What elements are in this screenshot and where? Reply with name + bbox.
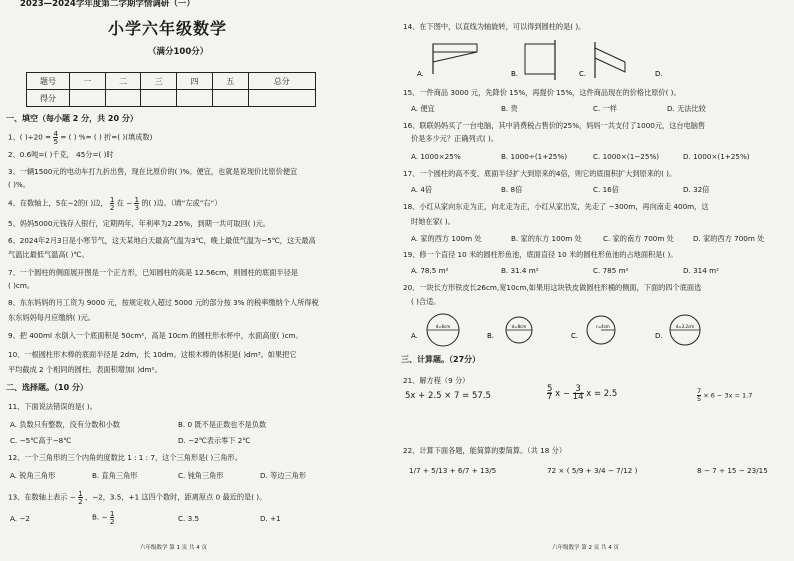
q16-option-c[interactable]: C. 1000×(1−25%) bbox=[593, 152, 660, 161]
q15-option-d[interactable]: D. 无法比较 bbox=[667, 104, 706, 113]
score-table-score-row bbox=[27, 90, 316, 107]
q15-option-b[interactable]: B. 贵 bbox=[501, 104, 518, 113]
q14-shape-a2 bbox=[433, 52, 477, 62]
score-cell-empty[interactable] bbox=[70, 90, 106, 107]
q1-text-b: = ( ) %= ( ) 折=( )(填成数) bbox=[60, 132, 153, 142]
question-6-line-1: 6、2024年2月3日是小寒节气，这天某地白天最高气温为3℃，晚上最低气温为−5℃，这天最高 bbox=[8, 236, 316, 245]
question-11: 11、下面说法错误的是( )。 bbox=[8, 402, 97, 411]
q17-option-a[interactable]: A. 4倍 bbox=[411, 185, 433, 194]
question-10-line-1: 10、一根圆柱形木棒的底面半径是 2dm，长 10dm。这根木棒的体积是( )dm³。如果把它 bbox=[8, 350, 297, 359]
right-page-footer: 六年级数学 第 2 页 共 4 页 bbox=[552, 545, 619, 551]
q1-frac-den: 5 bbox=[53, 137, 59, 146]
q19-option-c[interactable]: C. 785 m² bbox=[593, 266, 629, 275]
eq2-frac-c-den: 14 bbox=[572, 392, 584, 402]
q13-option-b-fraction bbox=[110, 510, 115, 525]
calc-3: 8 − 7 ÷ 15 − 23/15 bbox=[697, 466, 768, 475]
eq2-fraction-c bbox=[573, 386, 584, 401]
question-8-line-2: 东东妈妈每月应缴纳( )元。 bbox=[8, 313, 95, 322]
score-table-cell: 四 bbox=[177, 73, 213, 90]
q13-option-b[interactable] bbox=[92, 510, 114, 525]
question-1 bbox=[8, 130, 152, 145]
question-3-line-2: ( )%。 bbox=[8, 180, 30, 189]
q14-shape-b bbox=[525, 44, 555, 74]
question-18-line-2: 时她在家( )。 bbox=[411, 217, 455, 226]
q20-option-d[interactable] bbox=[655, 315, 700, 345]
section-1-heading: 一、填空（每小题 2 分，共 20 分） bbox=[6, 114, 138, 123]
q13-frac-num: 1 bbox=[78, 489, 83, 498]
q12-option-b[interactable]: B. 直角三角形 bbox=[92, 471, 138, 480]
q16-option-d[interactable]: D. 1000×(1+25%) bbox=[683, 152, 750, 161]
q4-frac1-den: 2 bbox=[109, 203, 115, 212]
q16-option-b[interactable]: B. 1000÷(1+25%) bbox=[501, 152, 567, 161]
q18-option-a[interactable]: A. 家的西方 100m 处 bbox=[411, 234, 482, 243]
q1-frac-num: 4 bbox=[53, 129, 59, 138]
q20-label-c: C. bbox=[571, 332, 579, 340]
eq2-frac-c-num: 3 bbox=[573, 386, 584, 394]
q20-option-a[interactable] bbox=[411, 314, 459, 346]
question-22: 22、计算下面各题，能简算的要简算。（共 18 分） bbox=[403, 446, 567, 455]
exam-title: 小学六年级数学 bbox=[108, 19, 228, 38]
q16-option-a[interactable]: A. 1000×25% bbox=[411, 152, 461, 161]
q20-option-c[interactable] bbox=[571, 316, 615, 344]
question-13 bbox=[8, 490, 266, 505]
q20-circle-c-text: r=4cm bbox=[596, 324, 610, 329]
score-table-cell: 五 bbox=[212, 73, 248, 90]
score-table-cell: 总分 bbox=[248, 73, 315, 90]
q14-figure-b bbox=[511, 40, 555, 80]
question-10-line-2: 平均截成 2 个相同的圆柱，表面积增加( )dm²。 bbox=[8, 365, 162, 374]
q20-circle-b-text: d=8cm bbox=[511, 324, 527, 329]
q13b-frac-den: 2 bbox=[109, 517, 115, 526]
q14-label-d: D. bbox=[655, 70, 663, 78]
q14-figure-c bbox=[579, 42, 625, 78]
question-12: 12、一个三角形的三个内角的度数比 1 : 1 : 7，这个三角形是( )三角形。 bbox=[8, 453, 242, 462]
q14-label-c: C. bbox=[579, 70, 587, 78]
eq3-fraction bbox=[697, 388, 701, 403]
q13-text-b: ，−2，3.5，+1 这四个数时，距离原点 0 最近的是( )。 bbox=[84, 492, 267, 502]
q13-option-d[interactable]: D. +1 bbox=[260, 514, 281, 523]
score-cell-empty[interactable] bbox=[141, 90, 177, 107]
question-16-line-2: 价是多少元？正确列式( )。 bbox=[411, 134, 498, 143]
q19-option-b[interactable]: B. 31.4 m² bbox=[501, 266, 539, 275]
q12-option-c[interactable]: C. 钝角三角形 bbox=[178, 471, 224, 480]
q14-figure-d bbox=[655, 70, 663, 78]
eq2-text-d: x = 2.5 bbox=[586, 389, 618, 399]
q14-label-a: A. bbox=[417, 70, 424, 78]
right-page bbox=[397, 0, 794, 561]
q18-option-c[interactable]: C. 家的南方 700m 处 bbox=[603, 234, 674, 243]
q4-text-b: 在 − bbox=[116, 198, 133, 208]
question-9: 9、把 400ml 水倒入一个底面积是 50cm²，高是 10cm 的圆柱形水杯中，水面高度( )cm。 bbox=[8, 331, 303, 340]
q1-fraction bbox=[53, 130, 58, 145]
question-4 bbox=[8, 196, 222, 211]
question-18-line-1: 18、小红从家向东走为正，向北走为正，小红从家出发，先走了 −300m，再向南走 400m，这 bbox=[403, 202, 709, 211]
q13-option-a[interactable]: A. −2 bbox=[10, 514, 30, 523]
question-6-line-2: 气温比最低气温高( )℃。 bbox=[8, 250, 89, 259]
score-cell-empty[interactable] bbox=[248, 90, 315, 107]
section-3-heading: 三、计算题。（27分） bbox=[401, 355, 481, 364]
eq2-frac-a-den: 7 bbox=[547, 392, 553, 402]
q12-option-d[interactable]: D. 等边三角形 bbox=[260, 471, 307, 480]
question-21: 21、解方程（9 分） bbox=[403, 376, 470, 385]
q13-frac-den: 2 bbox=[78, 497, 83, 506]
q4-fraction-2 bbox=[134, 196, 139, 211]
q18-option-d[interactable]: D. 家的西方 700m 处 bbox=[693, 234, 765, 243]
q14-figure-a bbox=[417, 44, 477, 78]
score-cell-empty[interactable] bbox=[212, 90, 248, 107]
q11-option-c[interactable]: C. −5℃高于−8℃ bbox=[10, 436, 72, 445]
question-7-line-2: ( )cm。 bbox=[8, 281, 35, 290]
q13-fraction bbox=[78, 490, 83, 505]
score-note: （满分100分） bbox=[148, 47, 209, 57]
exam-top-line: 2023—2024学年度第二学期学情调研（一） bbox=[20, 0, 195, 9]
eq2-fraction-a bbox=[547, 386, 552, 401]
q11-option-d[interactable]: D. −2℃表示零下 2℃ bbox=[178, 436, 251, 445]
score-table-cell: 一 bbox=[70, 73, 106, 90]
q4-text-c: 的( )边。（填“左或”右“） bbox=[141, 198, 222, 208]
q15-option-a[interactable]: A. 便宜 bbox=[411, 104, 435, 113]
question-20-line-1: 20、一块长方形铁皮长26cm,宽10cm,如果用这块铁皮做圆柱形桶的侧面，下面的四个底面选 bbox=[403, 283, 702, 292]
question-7-line-1: 7、一个圆柱的侧面展开图是一个正方形，已知圆柱的高是 12.56cm，则圆柱的底面半径是 bbox=[8, 268, 298, 277]
q20-option-b[interactable] bbox=[487, 317, 532, 343]
question-19: 19、修一个直径 10 米的圆柱形鱼池，底面直径 10 米的圆柱形鱼池的占地面积是( )。 bbox=[403, 250, 678, 259]
eq3-text: × 6 − 3x = 1.7 bbox=[703, 391, 753, 400]
eq3-frac-den: 5 bbox=[697, 395, 702, 403]
q19-option-d[interactable]: D. 314 m² bbox=[683, 266, 719, 275]
question-15: 15、一件商品 3000 元，先降价 15%，再提价 15%，这件商品现在的价格比原价( )。 bbox=[403, 88, 681, 97]
q18-option-b[interactable]: B. 家的东方 100m 处 bbox=[511, 234, 582, 243]
left-page-footer: 六年级数学 第 1 页 共 4 页 bbox=[140, 545, 207, 551]
eq3-frac-num: 7 bbox=[697, 387, 702, 395]
q14-shape-a bbox=[433, 44, 477, 52]
equation-3 bbox=[697, 388, 752, 403]
question-5: 5、妈妈5000元钱存入银行，定期两年，年利率为2.25%，到期一共可取回( )元。 bbox=[8, 219, 271, 228]
q15-option-c[interactable]: C. 一样 bbox=[593, 104, 617, 113]
score-table-cell: 得分 bbox=[27, 90, 70, 107]
q4-fraction-1 bbox=[110, 196, 115, 211]
q20-label-b: B. bbox=[487, 332, 495, 340]
q13-option-b-prefix: B. − bbox=[92, 512, 108, 522]
q13b-frac-num: 1 bbox=[109, 509, 115, 518]
q4-frac1-num: 1 bbox=[109, 195, 115, 204]
calc-2: 72 × ( 5/9 + 3/4 − 7/12 ) bbox=[547, 466, 638, 475]
question-20-line-2: ( )合适。 bbox=[411, 297, 441, 306]
q20-figures bbox=[403, 312, 783, 352]
q14-label-b: B. bbox=[511, 70, 519, 78]
question-14: 14、在下图中，以直线为轴旋转，可以得到圆柱的是( )。 bbox=[403, 22, 586, 31]
q17-option-c[interactable]: C. 16倍 bbox=[593, 185, 619, 194]
score-table-cell: 三 bbox=[141, 73, 177, 90]
eq2-frac-a-num: 5 bbox=[547, 384, 553, 394]
q20-label-d: D. bbox=[655, 332, 663, 340]
q20-circle-d-text: d=3.2cm bbox=[675, 324, 695, 329]
q4-frac2-num: 1 bbox=[134, 195, 140, 204]
q20-label-a: A. bbox=[411, 332, 418, 340]
question-8-line-1: 8、东东妈妈的月工资为 9000 元，按规定收入超过 5000 元的部分按 3% 的税率缴纳个人所得税 bbox=[8, 298, 319, 307]
section-2-heading: 二、选择题。（10 分） bbox=[6, 383, 88, 392]
q12-option-a[interactable]: A. 锐角三角形 bbox=[10, 471, 56, 480]
equation-2 bbox=[547, 386, 617, 401]
score-table-cell: 题号 bbox=[27, 73, 70, 90]
q17-option-b[interactable]: B. 8倍 bbox=[501, 185, 523, 194]
equation-1: 5x + 2.5 × 7 = 57.5 bbox=[405, 391, 491, 401]
q4-frac2-den: 3 bbox=[134, 203, 140, 212]
q4-text-a: 4、在数轴上，5在−2的( )边， bbox=[8, 198, 108, 208]
q19-option-a[interactable]: A. 78.5 m² bbox=[411, 266, 449, 275]
q13-option-c[interactable]: C. 3.5 bbox=[178, 514, 200, 523]
q11-option-a[interactable]: A. 负数只有整数，没有分数和小数 bbox=[10, 420, 120, 429]
question-3-line-1: 3、一辆1500元的电动车打九折出售，现在比原价的( )%。便宜，也就是说现价比原价便宜 bbox=[8, 167, 298, 176]
question-17: 17、一个圆柱的高不变，底面半径扩大到原来的4倍，则它的底面积扩大到原来的( )。 bbox=[403, 169, 677, 178]
calc-1: 1/7 + 5/13 + 6/7 + 13/5 bbox=[409, 466, 497, 475]
q13-text-a: 13、在数轴上表示 − bbox=[8, 492, 76, 502]
eq2-text-b: x − bbox=[555, 389, 570, 399]
score-table-cell: 二 bbox=[105, 73, 141, 90]
q20-circle-a-text: d=6cm bbox=[435, 324, 451, 329]
score-cell-empty[interactable] bbox=[105, 90, 141, 107]
q14-figures bbox=[403, 38, 783, 84]
question-16-line-1: 16、联联妈妈买了一台电脑，其中消费税占售价的25%，妈妈一共支付了1000元，这台电脑售 bbox=[403, 121, 706, 130]
score-cell-empty[interactable] bbox=[177, 90, 213, 107]
q11-option-b[interactable]: B. 0 既不是正数也不是负数 bbox=[178, 420, 267, 429]
q17-option-d[interactable]: D. 32倍 bbox=[683, 185, 710, 194]
q14-shape-c bbox=[595, 48, 625, 72]
score-table bbox=[26, 72, 316, 107]
q1-text-a: 1、( )÷20 = bbox=[8, 132, 52, 142]
question-2: 2、0.6吨=( )千克， 45分=( )时 bbox=[8, 150, 114, 159]
score-table-header-row bbox=[27, 73, 316, 90]
